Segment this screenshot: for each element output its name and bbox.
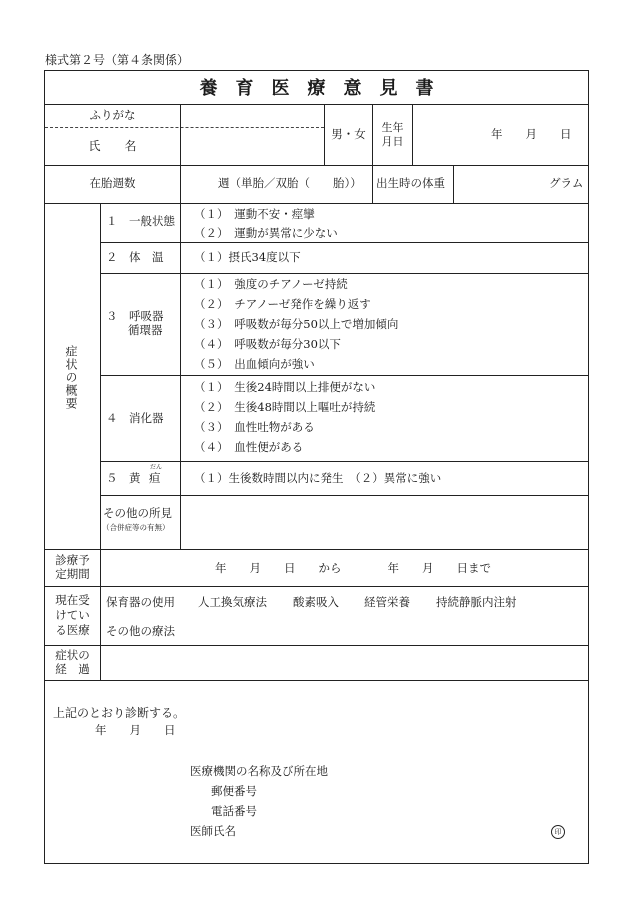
gestation-label: 在胎週数	[89, 176, 136, 190]
list-item[interactable]: （２） 運動が異常に少ない	[194, 226, 338, 240]
option-other-therapy[interactable]: その他の療法	[106, 624, 175, 638]
furigana-field[interactable]	[181, 105, 323, 126]
name-field[interactable]	[181, 128, 323, 164]
symptoms-section-label: 症状の概要	[64, 345, 78, 410]
current-treatment-label-1: 現在受	[55, 593, 90, 607]
digestive-label: ４ 消化器	[106, 411, 164, 425]
other-findings-label: その他の所見	[103, 506, 172, 520]
page-title: 養 育 医 療 意 見 書	[199, 78, 434, 99]
list-item[interactable]: （１） 生後24時間以上排便がない	[194, 380, 376, 394]
birth-weight-label: 出生時の体重	[376, 176, 445, 190]
sex-label[interactable]: 男・女	[331, 127, 366, 141]
jaundice-items[interactable]: （１）生後数時間以内に発生 （２）異常に強い	[194, 471, 442, 485]
phone-label: 電話番号	[211, 804, 257, 818]
option-incubator[interactable]: 保育器の使用	[106, 595, 175, 609]
other-findings-sublabel: （合併症等の有無）	[102, 523, 170, 532]
list-item[interactable]: （３） 呼吸数が毎分50以上で増加傾向	[194, 317, 399, 331]
current-treatment-label-2: けてい	[55, 608, 90, 622]
jaundice-label-num: ５ 黄	[106, 471, 141, 485]
list-item[interactable]: （４） 呼吸数が毎分30以下	[194, 337, 341, 351]
sign-date[interactable]: 年 月 日	[95, 723, 176, 737]
name-label: 氏 名	[88, 139, 137, 153]
list-item[interactable]: （２） 生後48時間以上嘔吐が持続	[194, 400, 376, 414]
option-tube-feeding[interactable]: 経管栄養	[364, 595, 410, 609]
temperature-label: ２ 体 温	[106, 250, 164, 264]
furigana-label: ふりがな	[89, 108, 136, 122]
option-ventilation[interactable]: 人工換気療法	[198, 595, 267, 609]
option-oxygen[interactable]: 酸素吸入	[293, 595, 339, 609]
other-findings-field[interactable]	[181, 496, 587, 548]
list-item[interactable]: （４） 血性便がある	[194, 440, 304, 454]
statement: 上記のとおり診断する。	[53, 706, 186, 720]
course-label-2: 経 過	[55, 662, 90, 676]
birth-weight-unit[interactable]: グラム	[549, 176, 584, 190]
treatment-period-label-1: 診療予	[55, 553, 90, 567]
list-item[interactable]: （１） 運動不安・痙攣	[194, 207, 315, 221]
temperature-item[interactable]: （１）摂氏34度以下	[194, 250, 301, 264]
list-item[interactable]: （３） 血性吐物がある	[194, 420, 315, 434]
institution-label: 医療機関の名称及び所在地	[190, 764, 328, 778]
course-label-1: 症状の	[55, 648, 90, 662]
current-treatment-label-3: る医療	[55, 623, 90, 637]
gestation-field[interactable]: 週（単胎／双胎（ 胎））	[218, 176, 362, 190]
birthdate-label-2: 月日	[381, 135, 404, 148]
seal-mark: 印	[551, 825, 565, 839]
jaundice-ruby: だん	[150, 464, 163, 471]
form-number: 様式第２号（第４条関係）	[45, 53, 190, 67]
treatment-period-label-2: 定期間	[55, 567, 90, 581]
jaundice-label-char: 疸	[149, 471, 161, 485]
respiratory-label: ３ 呼吸器	[106, 309, 164, 323]
list-item[interactable]: （５） 出血傾向が強い	[194, 357, 315, 371]
treatment-period-field[interactable]: 年 月 日 から 年 月 日まで	[215, 561, 491, 575]
birthdate-label-1: 生年	[381, 121, 404, 134]
course-field[interactable]	[101, 646, 587, 679]
general-state-label: １ 一般状態	[106, 214, 175, 228]
option-iv-infusion[interactable]: 持続静脈内注射	[436, 595, 517, 609]
postal-label: 郵便番号	[211, 784, 257, 798]
circulatory-label: 循環器	[128, 323, 163, 337]
list-item[interactable]: （２） チアノーゼ発作を繰り返す	[194, 297, 371, 311]
birthdate-field[interactable]: 年 月 日	[491, 127, 572, 141]
list-item[interactable]: （１） 強度のチアノーゼ持続	[194, 277, 348, 291]
doctor-label: 医師氏名	[190, 824, 236, 838]
